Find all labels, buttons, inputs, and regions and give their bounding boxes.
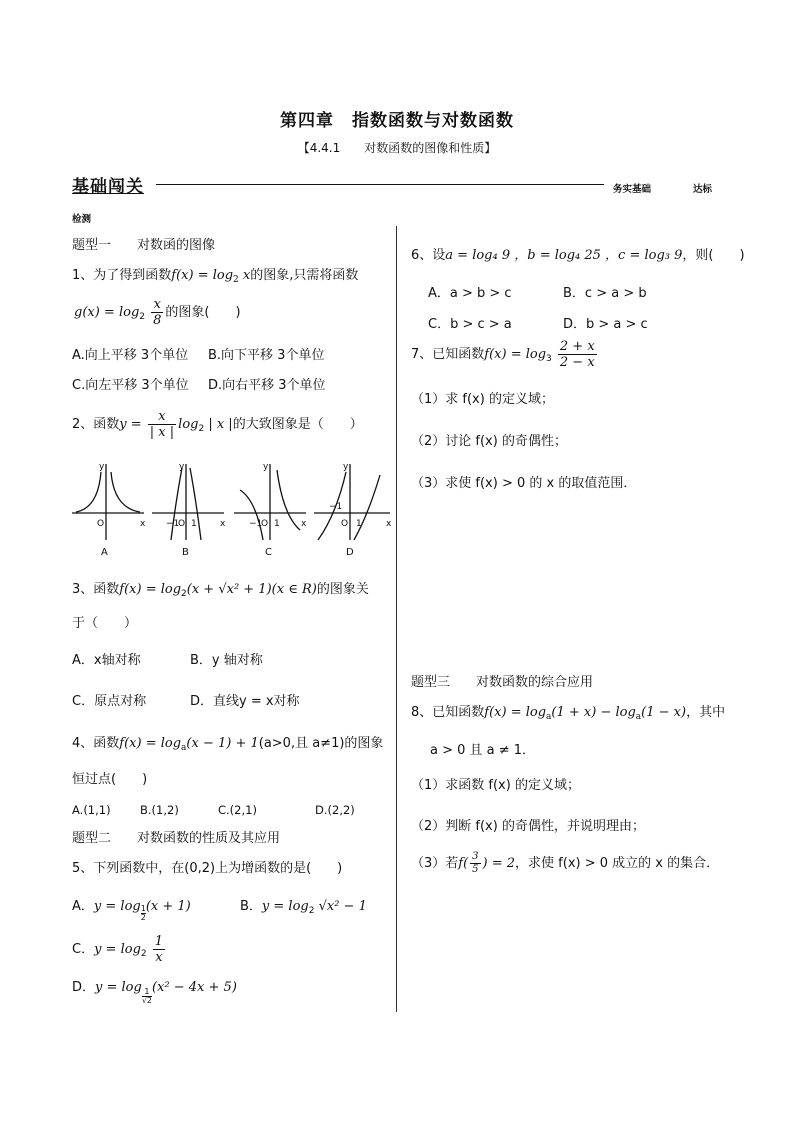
svg-text:x: x	[140, 519, 146, 529]
question-1: 1、为了得到函数$f(x) = \log_2 x$的图象,只需将函数	[72, 268, 359, 285]
q6-option-a: A．a > b > c	[428, 286, 512, 301]
svg-text:−1: −1	[249, 519, 263, 529]
question-8: 8、已知函数$f(x) = \log_a(1 + x) - \log_a(1 - x)$，其中	[411, 705, 726, 722]
q6-option-c: C．b > c > a	[428, 317, 512, 332]
svg-text:1: 1	[191, 519, 197, 529]
q7-part-3: （3）求使 f(x) > 0 的 x 的取值范围．	[411, 476, 637, 491]
q4-option-c: C.(2,1)	[218, 803, 257, 817]
graph-label-a: A	[101, 547, 108, 558]
q3-option-d: D．直线y = x对称	[190, 694, 300, 709]
q1-func: $f(x) = \log_2 x$	[171, 268, 251, 285]
q5-option-b: B．$y = \log_2 √x^2 - 1$	[240, 899, 367, 916]
q8-part-1: （1）求函数 f(x) 的定义域；	[411, 778, 580, 793]
svg-text:O: O	[97, 519, 105, 529]
q6-option-d: D．b > a > c	[563, 317, 648, 332]
question-3: 3、函数$f(x) = \log_2(x + √x^2 + 1)(x$ ∈ R)的图象关	[72, 582, 369, 599]
svg-text:y: y	[99, 462, 105, 472]
q5-option-c: C．$y = \log_2$ $\frac{1}{x}$	[72, 934, 164, 965]
graph-a	[72, 464, 144, 540]
svg-text:1: 1	[356, 519, 362, 529]
q8-part-2: （2）判断 f(x) 的奇偶性，并说明理由；	[411, 819, 645, 834]
type3-heading: 题型三 对数函数的综合应用	[411, 675, 594, 690]
section-heading: 基础闯关	[72, 177, 144, 197]
section-rule	[156, 184, 604, 185]
q8-fraction: $\frac{3}{5}$	[472, 851, 479, 875]
q2-fraction: $\frac{x}{| x |}$	[149, 409, 175, 440]
type1-heading: 题型一 对数函的图像	[72, 238, 216, 253]
question-5: 5、下列函数中，在(0,2)上为增函数的是( )	[72, 861, 343, 876]
q4-option-b: B.(1,2)	[140, 803, 179, 817]
graph-label-b: B	[182, 547, 189, 558]
tag-right: 达标	[693, 184, 713, 195]
q7-fraction: $\frac{2 + x}{2 - x}$	[559, 339, 595, 370]
question-7: 7、已知函数$f(x) = \log_3$ $\frac{2 + x}{2 - x}$	[411, 339, 595, 370]
chapter-title: 第四章 指数函数与对数函数	[280, 111, 514, 131]
svg-text:O: O	[261, 519, 269, 529]
q3-option-b: B．y 轴对称	[190, 653, 263, 668]
tag-below: 检测	[72, 214, 92, 225]
q4-option-a: A.(1,1)	[72, 803, 111, 817]
q6-option-b: B．c > a > b	[563, 286, 647, 301]
column-divider	[396, 226, 397, 1012]
q5-option-d: D．y = log $\frac{1}{√2}$ (x² − 4x + 5)	[72, 980, 237, 1005]
svg-text:O: O	[178, 519, 186, 529]
q1-option-a: A.向上平移 3个单位	[72, 348, 189, 363]
question-4-line2: 恒过点( )	[72, 772, 148, 787]
question-8-line2: a > 0 且 a ≠ 1．	[430, 743, 536, 758]
q7-part-1: （1）求 f(x) 的定义域；	[411, 392, 554, 407]
lesson-subtitle: 【4.4.1 对数函数的图像和性质】	[297, 141, 497, 155]
graph-label-c: C	[265, 547, 272, 558]
question-1-line2: $g(x) = \log_2$ $\frac{x}{8}$ 的图象( )	[74, 297, 241, 328]
type2-heading: 题型二 对数函数的性质及其应用	[72, 831, 281, 846]
q7-part-2: （2）讨论 f(x) 的奇偶性；	[411, 434, 567, 449]
svg-text:x: x	[301, 519, 307, 529]
svg-text:y: y	[343, 462, 349, 472]
svg-text:x: x	[386, 519, 392, 529]
question-4: 4、函数$f(x) = \log_a(x - 1) + 1(a>0$,且 a≠1)的图象	[72, 736, 384, 753]
svg-text:1: 1	[274, 519, 280, 529]
graph-c	[234, 464, 306, 540]
q8-part-3: （3）若f( $\frac{3}{5}$ ) = 2，求使 f(x) > 0 成立的 x 的集合．	[411, 851, 720, 875]
svg-text:O: O	[341, 519, 349, 529]
tag-left: 务实基础	[613, 184, 652, 195]
graph-b	[152, 464, 224, 540]
question-3-line2: 于（ ）	[72, 616, 138, 631]
q4-option-d: D.(2,2)	[315, 803, 355, 817]
svg-text:−1: −1	[166, 519, 180, 529]
question-6: 6、设a = log₄ 9 ，b = log₄ 25 ，c = log₃ 9，则( )	[411, 248, 745, 263]
q5c-fraction: $\frac{1}{x}$	[154, 934, 164, 965]
q5-option-a: A．y = log $\frac{1}{2}$ (x + 1)	[72, 899, 191, 922]
q3-option-c: C．原点对称	[72, 694, 147, 709]
graph-d	[314, 464, 390, 540]
svg-text:x: x	[220, 519, 226, 529]
graph-label-d: D	[346, 547, 354, 558]
q2-graphs	[68, 460, 398, 560]
q1-fraction: $\frac{x}{8}$	[153, 297, 162, 328]
svg-text:y: y	[263, 462, 269, 472]
q1-option-d: D.向右平移 3个单位	[208, 378, 326, 393]
q1-option-b: B.向下平移 3个单位	[208, 348, 325, 363]
q1-option-c: C.向左平移 3个单位	[72, 378, 189, 393]
svg-text:−1: −1	[329, 502, 343, 512]
question-2: 2、函数y = $\frac{x}{| x |}$ $\log_2$ | x |的大致图象是（ ）	[72, 409, 363, 440]
q3-option-a: A．x轴对称	[72, 653, 141, 668]
svg-text:y: y	[179, 462, 185, 472]
